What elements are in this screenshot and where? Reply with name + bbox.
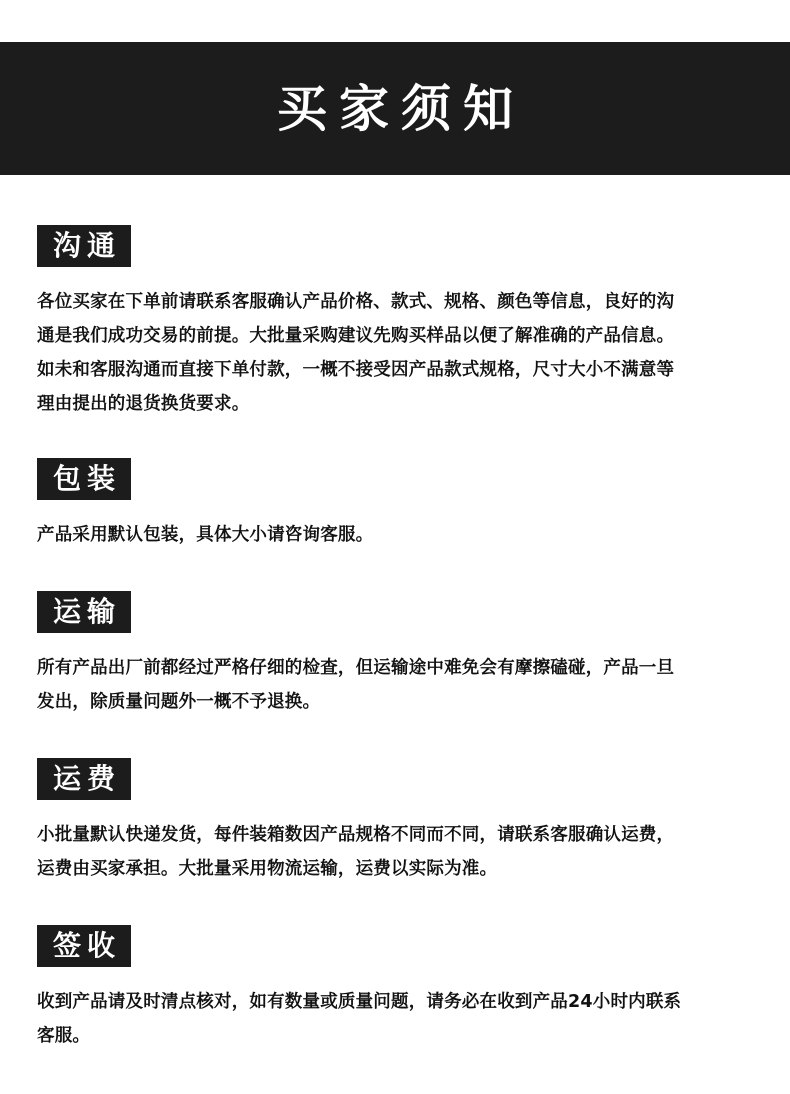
section-shipping bbox=[37, 591, 753, 719]
section-shipping-fee bbox=[37, 758, 753, 886]
section-tag: 沟通 bbox=[37, 225, 131, 267]
section-tag: 运输 bbox=[37, 591, 131, 633]
section-body: 各位买家在下单前请联系客服确认产品价格、款式、规格、颜色等信息，良好的沟 通是我们成功交易的前提。大批量采购建议先购买样品以便了解准确的产品信息。 如未和客服沟通而直接下单付款，一概不接受因产品款式规格，尺寸大小不满意等 理由提出的退货换货要求。 bbox=[37, 292, 675, 414]
section-body: 产品采用默认包装，具体大小请咨询客服。 bbox=[37, 525, 374, 545]
page-title: 买家须知 bbox=[277, 79, 525, 138]
section-body: 所有产品出厂前都经过严格仔细的检查，但运输途中难免会有摩擦磕碰，产品一旦 发出，除质量问题外一概不予退换。 bbox=[37, 658, 675, 712]
section-packaging bbox=[37, 458, 753, 552]
section-tag: 运费 bbox=[37, 758, 131, 800]
section-tag: 签收 bbox=[37, 925, 131, 967]
section-body: 收到产品请及时清点核对，如有数量或质量问题，请务必在收到产品24小时内联系 客服。 bbox=[37, 992, 682, 1046]
section-tag: 包装 bbox=[37, 458, 131, 500]
header-banner bbox=[0, 42, 790, 175]
section-receipt bbox=[37, 925, 753, 1053]
section-body: 小批量默认快递发货，每件装箱数因产品规格不同而不同，请联系客服确认运费， 运费由买家承担。大批量采用物流运输，运费以实际为准。 bbox=[37, 825, 675, 879]
section-communication bbox=[37, 225, 753, 421]
